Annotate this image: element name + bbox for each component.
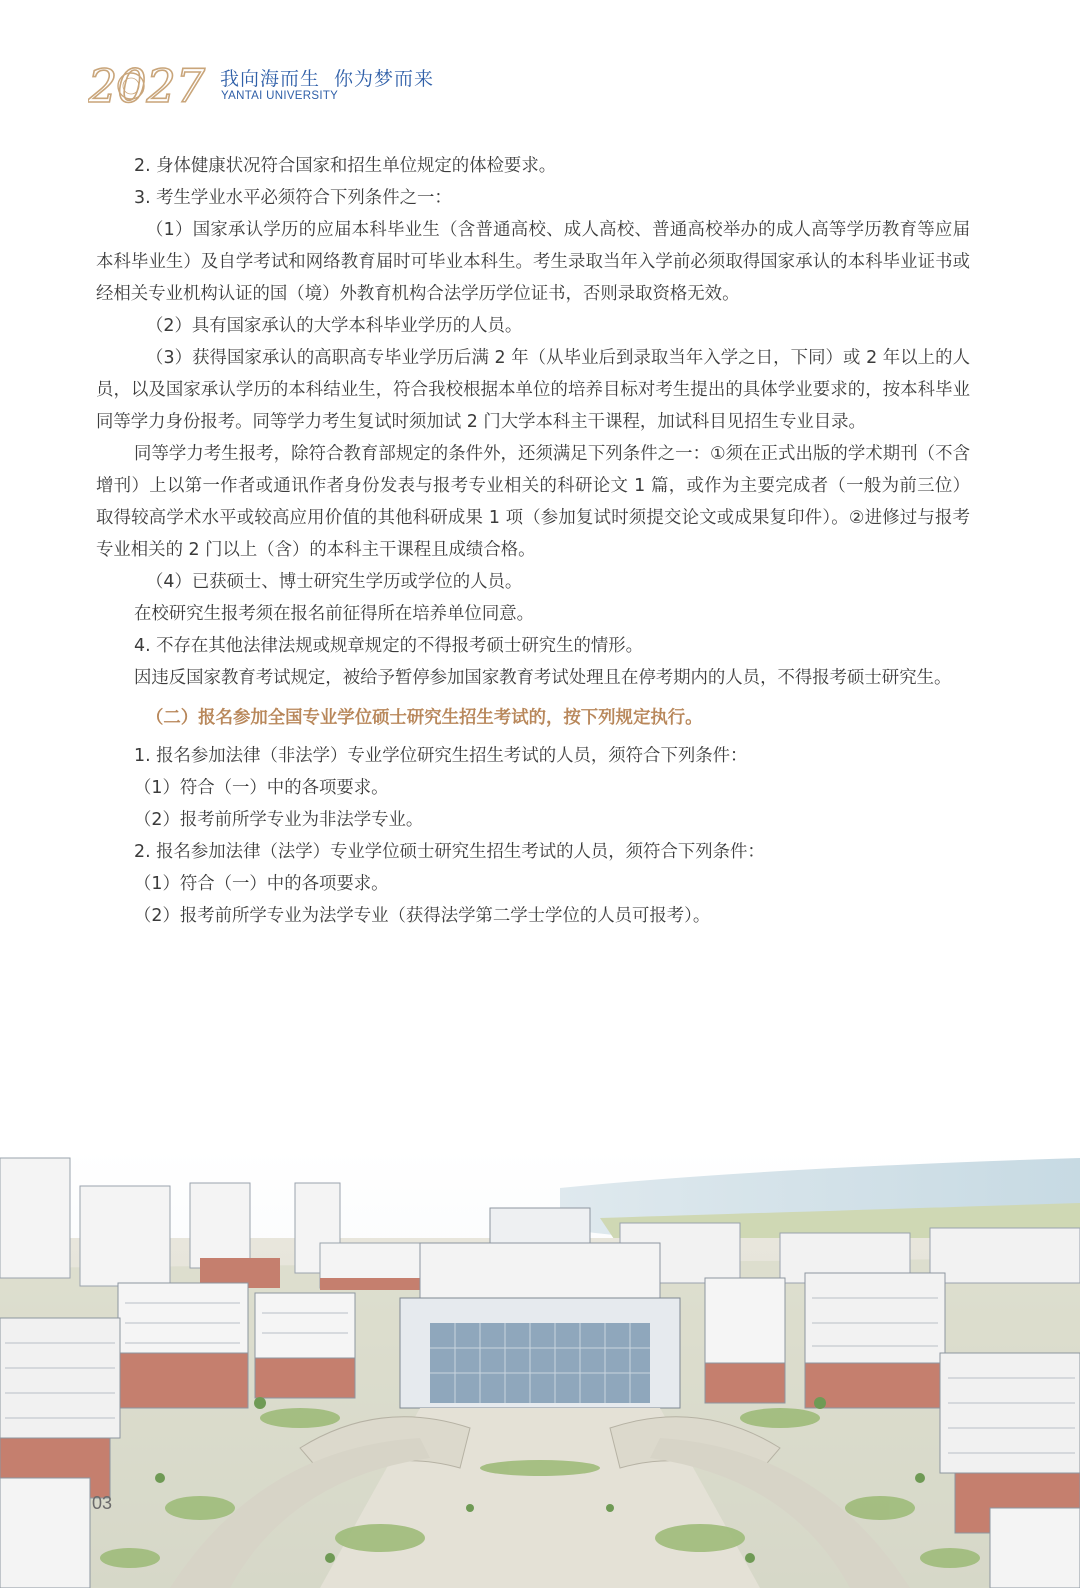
section-items	[96, 740, 970, 932]
section-item: （1）符合（一）中的各项要求。	[134, 874, 389, 894]
campus-illustration	[0, 1148, 1080, 1588]
page-number: 03	[92, 1493, 113, 1513]
paragraph: （2）具有国家承认的大学本科毕业学历的人员。	[146, 316, 523, 336]
section-item: 2. 报名参加法律（法学）专业学位硕士研究生招生考试的人员，须符合下列条件：	[134, 842, 765, 862]
paragraph: 同等学力考生报考，除符合教育部规定的条件外，还须满足下列条件之一：①须在正式出版的学术期刊（不含增刊）上以第一作者或通讯作者身份发表与报考专业相关的科研论文 1 篇，或作为主要完成者（一般为前三位）取得较高学术水平或较高应用价值的其他科研成果 1 项（参加复试时须提交论文或成果复印件）。②进修过与报考专业相关的 2 门以上（含）的本科主干课程且成绩合格。	[96, 444, 970, 560]
logo-year: 2027	[88, 62, 206, 108]
paragraph: 因违反国家教育考试规定，被给予暂停参加国家教育考试处理且在停考期内的人员，不得报考硕士研究生。	[134, 668, 952, 688]
paragraph: （1）国家承认学历的应届本科毕业生（含普通高校、成人高校、普通高校举办的成人高等学历教育等应届本科毕业生）及自学考试和网络教育届时可毕业本科生。考生录取当年入学前必须取得国家承认的本科毕业证书或经相关专业机构认证的国（境）外教育机构合法学历学位证书，否则录取资格无效。	[96, 220, 970, 304]
paragraph: 2. 身体健康状况符合国家和招生单位规定的体检要求。	[134, 156, 557, 176]
header-slogan	[220, 64, 434, 91]
section-item: （1）符合（一）中的各项要求。	[134, 778, 389, 798]
main-content	[96, 150, 970, 932]
paragraph: 4. 不存在其他法律法规或规章规定的不得报考硕士研究生的情形。	[134, 636, 644, 656]
section-item: 1. 报名参加法律（非法学）专业学位研究生招生考试的人员，须符合下列条件：	[134, 746, 748, 766]
paragraph: 3. 考生学业水平必须符合下列条件之一：	[134, 188, 452, 208]
page-header	[88, 62, 488, 112]
paragraph: 在校研究生报考须在报名前征得所在培养单位同意。	[134, 604, 534, 624]
section-heading: （二）报名参加全国专业学位硕士研究生招生考试的，按下列规定执行。	[146, 708, 703, 728]
paragraph: （4）已获硕士、博士研究生学历或学位的人员。	[146, 572, 523, 592]
eligibility-paragraphs	[96, 150, 970, 694]
university-name: YANTAI UNIVERSITY	[221, 90, 339, 102]
section-item: （2）报考前所学专业为非法学专业。	[134, 810, 424, 830]
paragraph: （3）获得国家承认的高职高专毕业学历后满 2 年（从毕业后到录取当年入学之日，下同）或 2 年以上的人员，以及国家承认学历的本科结业生，符合我校根据本单位的培养目标对考生提出的具体学业要求的，按本科毕业同等学力身份报考。同等学力考生复试时须加试 2 门大学本科主干课程，加试科目见招生专业目录。	[96, 348, 970, 432]
2027-logo	[88, 62, 216, 108]
section-item: （2）报考前所学专业为法学专业（获得法学第二学士学位的人员可报考）。	[134, 906, 711, 926]
slogan-part-1: 我向海而生	[220, 68, 321, 90]
slogan-part-2: 你为梦而来	[334, 68, 435, 90]
